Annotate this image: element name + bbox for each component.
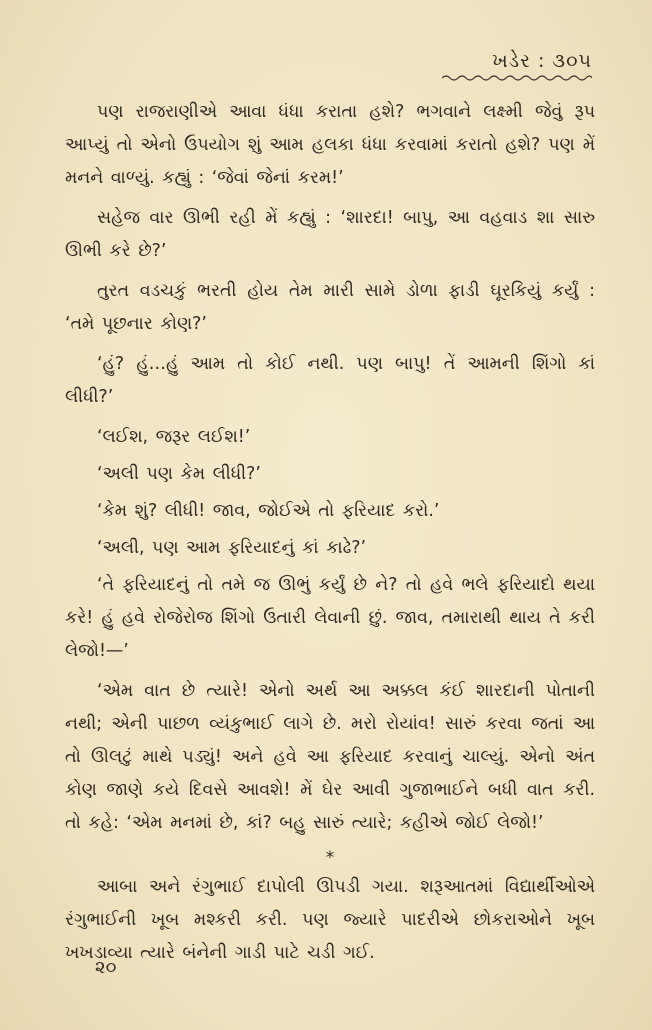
paragraph: આબા અને રંગુભાઈ દાપોલી ઊપડી ગયા. શરૂઆતમાં વિદ્યાર્થીઓએ રંગુભાઈની ખૂબ મશ્કરી કરી. પણ જ્યારે પાદરીએ છોકરાઓને ખૂબ ખખડાવ્યા ત્યારે બંનેની ગાડી પાટે ચડી ગઈ. <box>65 877 595 963</box>
dialogue-line: ‘કેમ શું? લીધી! જાવ, જોઈએ તો ફરિયાદ કરો.’ <box>97 501 440 521</box>
section-separator: * <box>325 848 335 868</box>
decorative-wave-rule <box>442 74 592 82</box>
paragraph: તુરત વડચકું ભરતી હોય તેમ મારી સામે ડોળા ફાડી ઘૂરકિયું કર્યું : ‘તમે પૂછનાર કોણ?’ <box>65 281 595 334</box>
paragraph: ‘તે ફરિયાદનું તો તમે જ ઊભું કર્યું છે ને? તો હવે ભલે ફરિયાદો થયા કરે! હું હવે રોજેરોજ શિંગો ઉતારી લેવાની છું. જાવ, તમારાથી થાય તે કરી લેજો!—’ <box>65 575 595 661</box>
page-number: ૨૦ <box>95 957 117 978</box>
paragraph: સહેજ વાર ઊભી રહી મેં કહ્યું : ‘શારદા! બાપુ, આ વહવાડ શા સારુ ઊભી કરે છે?’ <box>65 208 595 261</box>
page-body <box>65 96 595 977</box>
paragraph: પણ રાજરાણીએ આવા ધંધા કરાતા હશે? ભગવાને લક્ષ્મી જેવું રૂપ આપ્યું તો એનો ઉપયોગ શું આમ હલકા ધંધા કરવામાં કરાતો હશે? પણ મેં મનને વાળ્યું. કહ્યું : ‘જેવાં જેનાં કરમ!’ <box>65 102 595 188</box>
dialogue-line: ‘અલી, પણ આમ ફરિયાદનું કાં કાઢે?’ <box>97 538 367 558</box>
dialogue-line: ‘લઈશ, જરૂર લઈશ!’ <box>97 427 251 447</box>
dialogue-line: ‘અલી પણ કેમ લીધી?’ <box>97 464 261 484</box>
paragraph: ‘હું? હું…હું આમ તો કોઈ નથી. પણ બાપુ! તેં આમની શિંગો કાં લીધી?’ <box>65 354 595 407</box>
running-title: ખડેર : ૩૦૫ <box>492 50 592 72</box>
page-header <box>442 50 592 82</box>
paragraph: ‘એમ વાત છે ત્યારે! એનો અર્થ આ અક્કલ કંઈ શારદાની પોતાની નથી; એની પાછળ વ્યંકુભાઈ લાગે છે. મરો રોયાંવ! સારું કરવા જતાં આ તો ઊલટું માથે પડ્યું! અને હવે આ ફરિયાદ કરવાનું ચાલ્યું. એનો અંત કોણ જાણે કયે દિવસે આવશે! મેં ઘેર આવી ગુજાભાઈને બધી વાત કરી. તો કહે: ‘એમ મનમાં છે, કાં? બહુ સારું ત્યારે; કહીએ જોઈ લેજો!’ <box>65 681 595 833</box>
